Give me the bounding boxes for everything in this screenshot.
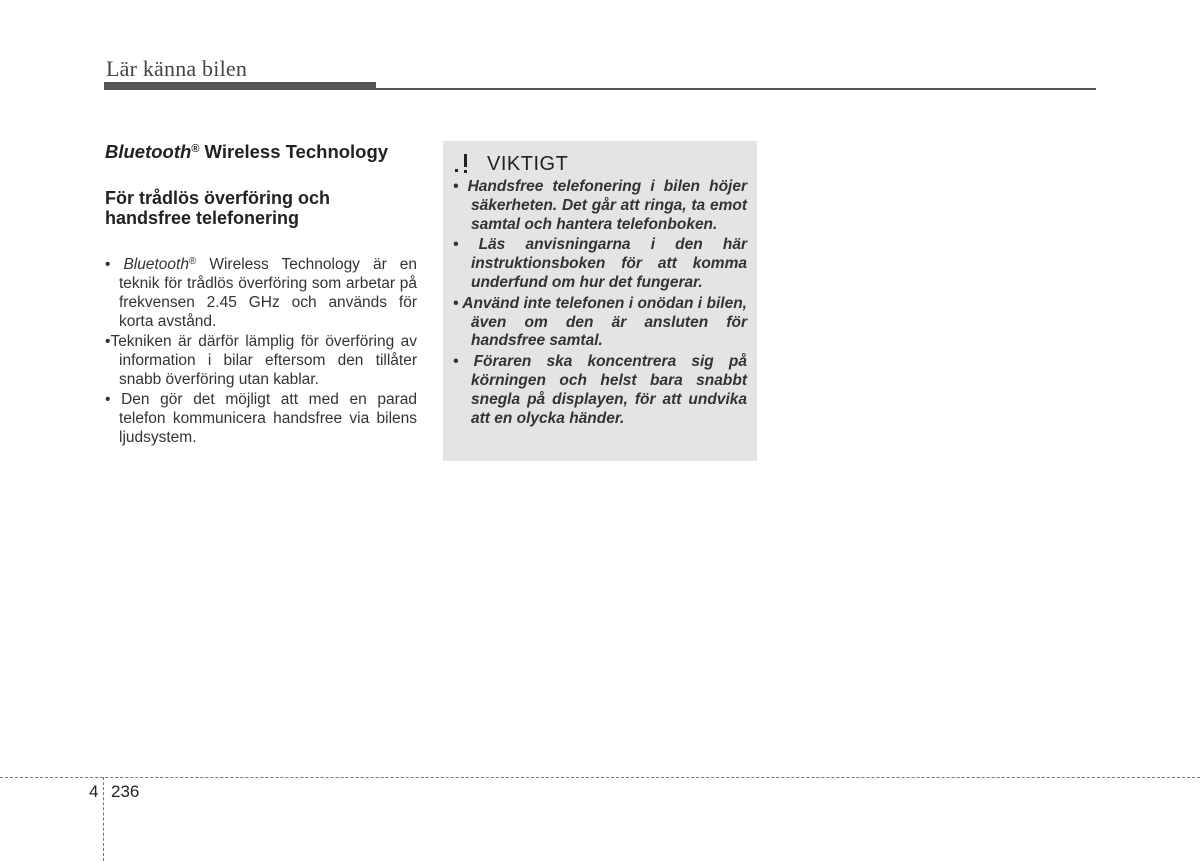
- bullet: •: [453, 294, 459, 312]
- bullet-brand: Bluetooth: [123, 256, 189, 273]
- left-column: [105, 138, 417, 448]
- section-title: [105, 138, 417, 163]
- bullet: •: [105, 391, 111, 408]
- list-item: [453, 236, 747, 292]
- bullet-text: Den gör det möjligt att med en parad telefon kommunicera handsfree via bilens ljudsystem.: [119, 391, 417, 446]
- subsection-title: [105, 188, 417, 228]
- page-number: 236: [111, 782, 140, 801]
- bullet: •: [453, 353, 459, 371]
- list-item: [453, 353, 747, 428]
- registered-mark: ®: [191, 143, 200, 155]
- registered-mark: ®: [188, 256, 197, 267]
- list-item: [105, 332, 417, 389]
- footer-vertical-rule: [103, 777, 104, 861]
- section-title-rest: Wireless Technology: [199, 141, 389, 162]
- warning-header: [453, 151, 568, 177]
- warning-text: Läs anvisningarna i den här instruktionsboken för att komma underfund om hur det fungerar.: [471, 236, 747, 291]
- warning-text: Handsfree telefonering i bilen höjer säkerheten. Det går att ringa, ta emot samtal och hantera telefonboken.: [467, 178, 747, 233]
- list-item: [105, 252, 417, 331]
- chapter-number: 4: [89, 782, 99, 801]
- warning-box: [443, 141, 757, 461]
- subsection-title-line1: För trådlös överföring och: [105, 188, 331, 208]
- list-item: [453, 178, 747, 234]
- warning-title: VIKTIGT: [487, 152, 569, 175]
- warning-list: [453, 178, 747, 430]
- subsection-title-line2: handsfree telefonering: [105, 208, 300, 228]
- bullet: •: [105, 333, 111, 350]
- list-item: [453, 295, 747, 351]
- section-title-brand: Bluetooth: [105, 141, 192, 162]
- bullet: •: [453, 236, 459, 254]
- bullet: •: [453, 178, 459, 195]
- warning-exclamation-icon: [453, 152, 473, 176]
- footer-rule: [0, 777, 1200, 778]
- bullet-text: Wireless Technology är en teknik för trådlös överföring som arbetar på frekvensen 2.45 GHz och används för korta avstånd.: [119, 256, 417, 330]
- bullet-text: Tekniken är därför lämplig för överföring av information i bilar eftersom den tillåter snabb överföring utan kablar.: [110, 333, 417, 388]
- bullet-list: [105, 252, 417, 447]
- header-title: Lär känna bilen: [106, 56, 248, 81]
- warning-text: Föraren ska koncentrera sig på körningen och helst bara snabbt snegla på displayen, för att undvika att en olycka händer.: [471, 353, 747, 427]
- bullet: •: [105, 256, 111, 273]
- warning-text: Använd inte telefonen i onödan i bilen, även om den är ansluten för handsfree samtal.: [462, 294, 747, 350]
- list-item: [105, 390, 417, 447]
- header-rule: [104, 88, 1096, 90]
